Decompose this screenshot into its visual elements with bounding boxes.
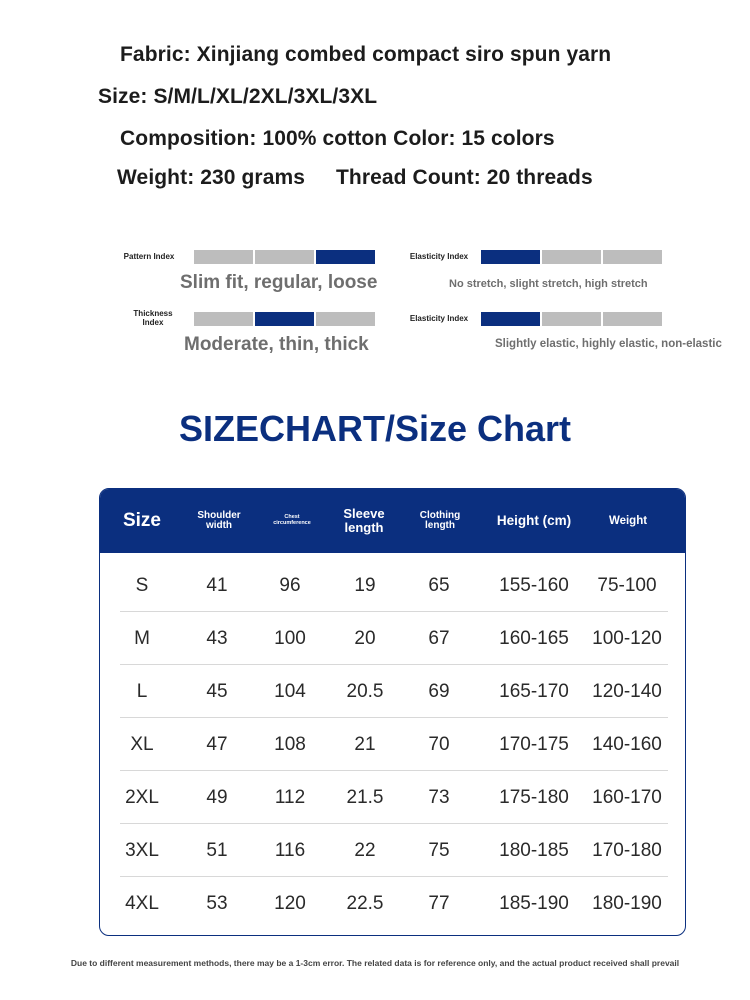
cell-chest: 120: [274, 892, 306, 914]
cell-shoulder: 41: [206, 574, 228, 596]
cell-shoulder: 43: [206, 627, 228, 649]
fabric-spec: Fabric: Xinjiang combed compact siro spun yarn: [120, 43, 612, 66]
table-row: [120, 612, 668, 665]
thickness-index-segment: [194, 312, 253, 326]
thickness-index-caption: Moderate, thin, thick: [184, 334, 369, 355]
cell-clothing: 75: [428, 839, 450, 861]
measurement-footnote: Due to different measurement methods, there may be a 1-3cm error. The related data is for reference only, and the actual product received shall prevail: [70, 958, 680, 968]
header-sleeve-length: [328, 489, 400, 553]
elasticity-index-bar: [481, 250, 662, 264]
cell-chest: 100: [274, 627, 306, 649]
elasticity-index-segment: [603, 312, 662, 326]
cell-shoulder: 53: [206, 892, 228, 914]
pattern-index-caption: Slim fit, regular, loose: [180, 272, 378, 293]
thread-count-spec: Thread Count: 20 threads: [336, 166, 593, 189]
header-shoulder-line1: Shoulder: [197, 509, 241, 521]
elasticity-index-segment: [603, 250, 662, 264]
cell-size: S: [135, 574, 149, 596]
header-size: Size: [122, 510, 162, 532]
cell-weight: 120-140: [592, 680, 662, 702]
header-clothing-length: [404, 489, 476, 553]
cell-chest: 112: [274, 786, 306, 808]
cell-sleeve: 21: [354, 733, 376, 755]
thickness-index-bar: [194, 312, 375, 326]
cell-shoulder: 51: [206, 839, 228, 861]
cell-weight: 170-180: [592, 839, 662, 861]
cell-chest: 108: [274, 733, 306, 755]
cell-sleeve: 20.5: [346, 680, 384, 702]
cell-clothing: 65: [428, 574, 450, 596]
size-chart-table: [99, 488, 686, 936]
elasticity-index-bar: [481, 312, 662, 326]
size-spec: Size: S/M/L/XL/2XL/3XL/3XL: [98, 85, 378, 108]
cell-size: M: [134, 627, 150, 649]
thickness-index-segment-active: [255, 312, 314, 326]
cell-shoulder: 45: [206, 680, 228, 702]
thickness-index-label: [116, 309, 190, 327]
cell-height: 170-175: [499, 733, 569, 755]
pattern-index-label: Pattern Index: [123, 252, 175, 261]
thickness-index-label-line1: Thickness: [133, 309, 173, 318]
header-clothing-line1: Clothing: [419, 509, 461, 521]
composition-spec: Composition: 100% cotton Color: 15 colors: [120, 127, 555, 150]
cell-height: 185-190: [499, 892, 569, 914]
header-chest-circumference: [264, 489, 320, 553]
cell-sleeve: 21.5: [346, 786, 384, 808]
header-chest-line1: Chest: [284, 514, 300, 521]
cell-size: 4XL: [125, 892, 159, 914]
cell-clothing: 69: [428, 680, 450, 702]
table-row: [120, 877, 668, 930]
cell-clothing: 77: [428, 892, 450, 914]
pattern-index-segment: [255, 250, 314, 264]
pattern-index-segment: [194, 250, 253, 264]
elasticity-index-segment-active: [481, 312, 540, 326]
cell-height: 165-170: [499, 680, 569, 702]
header-weight: Weight: [608, 514, 648, 527]
header-height: Height (cm): [496, 512, 572, 528]
weight-spec: Weight: 230 grams: [117, 166, 306, 189]
elasticity-index-caption: No stretch, slight stretch, high stretch: [449, 278, 648, 290]
header-clothing-line2: length: [425, 520, 455, 531]
pattern-index-bar: [194, 250, 375, 264]
cell-clothing: 73: [428, 786, 450, 808]
header-sleeve-line2: length: [344, 520, 384, 535]
cell-shoulder: 49: [206, 786, 228, 808]
cell-weight: 160-170: [592, 786, 662, 808]
cell-weight: 140-160: [592, 733, 662, 755]
cell-chest: 116: [274, 839, 306, 861]
cell-size: XL: [130, 733, 154, 755]
cell-shoulder: 47: [206, 733, 228, 755]
elasticity-index-segment: [542, 250, 601, 264]
cell-height: 175-180: [499, 786, 569, 808]
cell-size: 3XL: [125, 839, 159, 861]
elasticity-index-label: Elasticity Index: [409, 252, 469, 261]
cell-sleeve: 22: [354, 839, 376, 861]
elasticity-index-label: Elasticity Index: [409, 314, 469, 323]
table-row: [120, 718, 668, 771]
cell-clothing: 70: [428, 733, 450, 755]
cell-size: 2XL: [125, 786, 159, 808]
cell-height: 180-185: [499, 839, 569, 861]
header-shoulder-line2: width: [205, 520, 233, 531]
cell-weight: 100-120: [592, 627, 662, 649]
table-row: [120, 665, 668, 718]
header-shoulder-width: [184, 489, 254, 553]
cell-height: 155-160: [499, 574, 569, 596]
elasticity-index-segment: [542, 312, 601, 326]
size-chart-title: SIZECHART/Size Chart: [178, 408, 572, 449]
table-row: [120, 559, 668, 612]
thickness-index-label-line2: Index: [142, 318, 164, 327]
pattern-index-segment-active: [316, 250, 375, 264]
cell-weight: 75-100: [597, 574, 657, 596]
thickness-index-segment: [316, 312, 375, 326]
cell-sleeve: 22.5: [346, 892, 384, 914]
elasticity-index-caption: Slightly elastic, highly elastic, non-elastic: [495, 338, 722, 350]
elasticity-index-segment-active: [481, 250, 540, 264]
cell-weight: 180-190: [592, 892, 662, 914]
cell-size: L: [136, 680, 148, 702]
table-header: [100, 489, 685, 553]
table-row: [120, 771, 668, 824]
cell-clothing: 67: [428, 627, 450, 649]
cell-chest: 104: [274, 680, 306, 702]
table-row: [120, 824, 668, 877]
cell-height: 160-165: [499, 627, 569, 649]
cell-sleeve: 19: [354, 574, 376, 596]
cell-chest: 96: [279, 574, 301, 596]
header-chest-line2: circumference: [273, 520, 311, 526]
header-sleeve-line1: Sleeve: [343, 506, 385, 522]
cell-sleeve: 20: [354, 627, 376, 649]
